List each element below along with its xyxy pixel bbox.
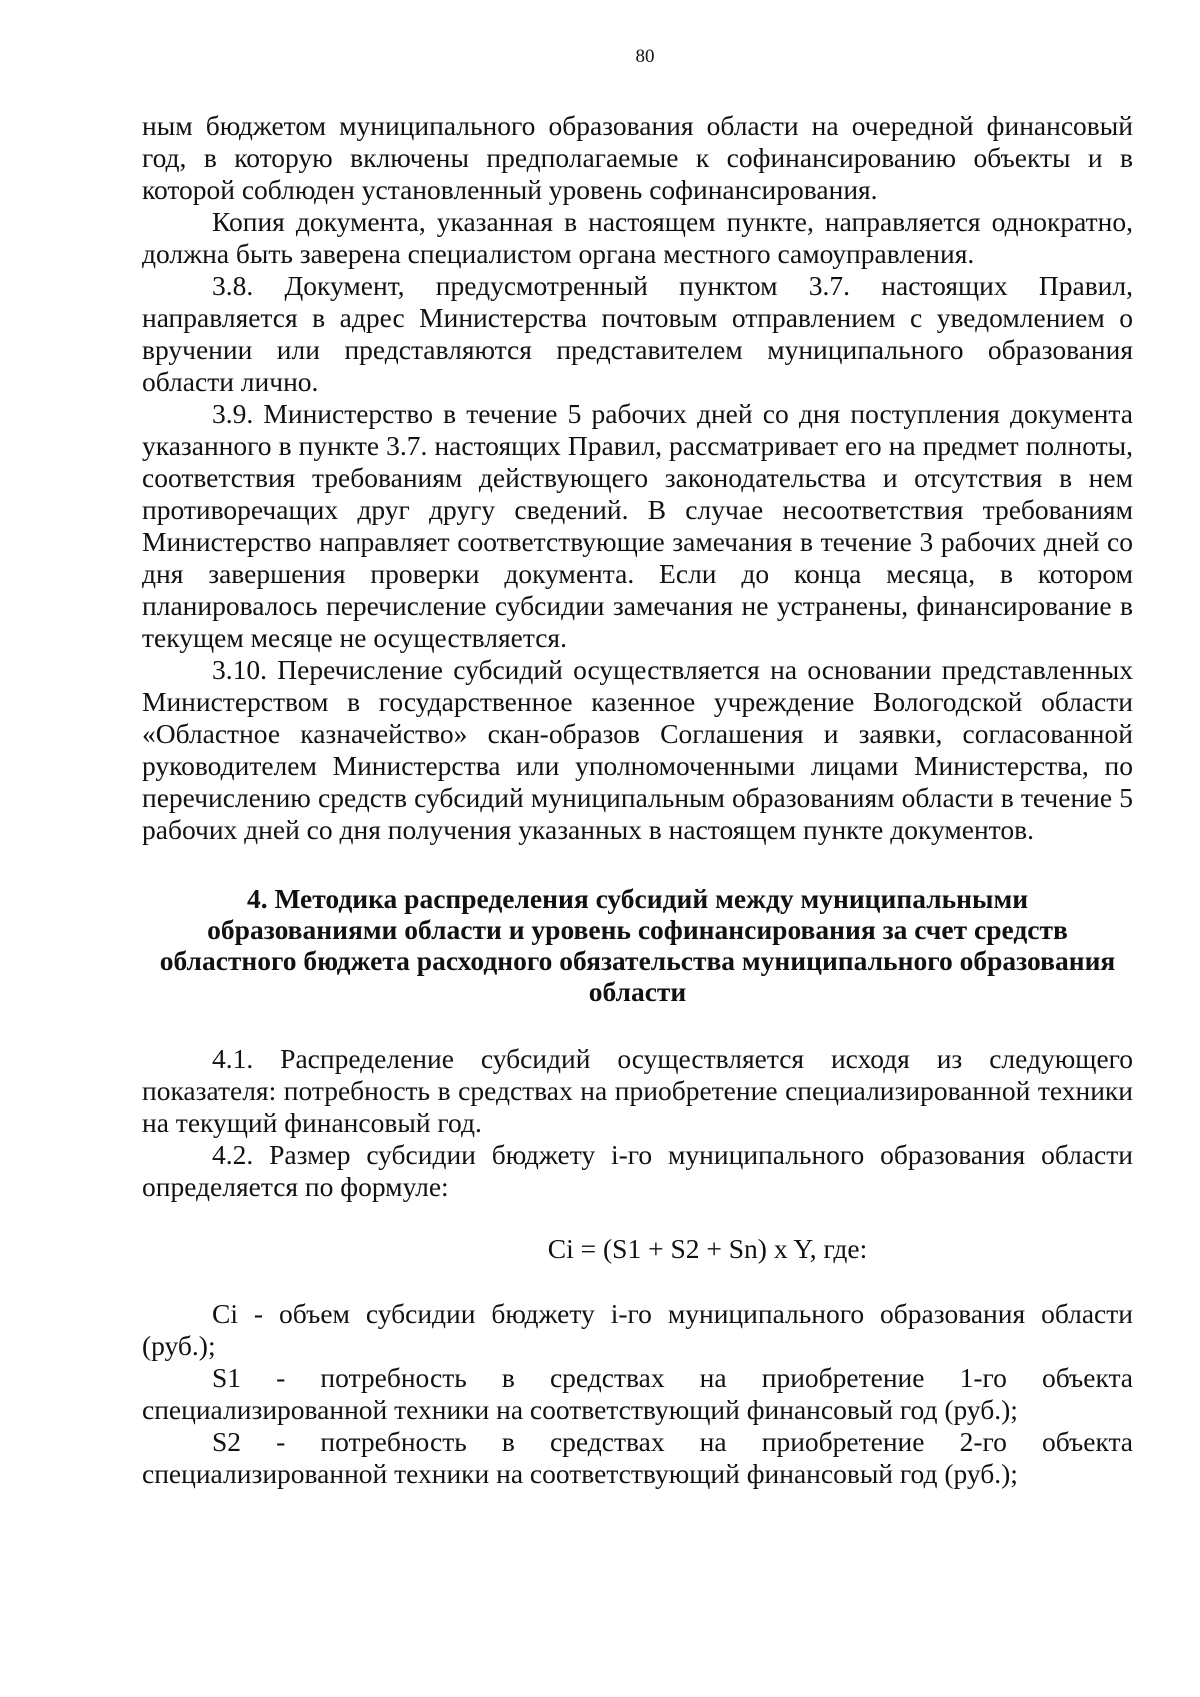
definition-ci: Ci - объем субсидии бюджету i-го муниципального образования области (руб.); [142,1298,1133,1361]
paragraph-4-2: 4.2. Размер субсидии бюджету i-го муниципального образования области определяется по формуле: [142,1139,1133,1202]
formula: Ci = (S1 + S2 + Sn) x Y, где: [547,1233,868,1264]
page-content [142,110,1133,1490]
section-heading: 4. Методика распределения субсидий между муниципальными образованиями области и уровень софинансирования за счет средств областного бюджета расходного обязательства муниципального образования области [159,883,1116,1007]
paragraph: ным бюджетом муниципального образования области на очередной финансовый год, в которую включены предполагаемые к софинансированию объекты и в которой соблюден установленный уровень софинансирования. [142,110,1133,205]
paragraph: Копия документа, указанная в настоящем пункте, направляется однократно, должна быть заверена специалистом органа местного самоуправления. [142,206,1133,269]
page-number: 80 [635,46,655,67]
paragraph-3-9: 3.9. Министерство в течение 5 рабочих дней со дня поступления документа указанного в пункте 3.7. настоящих Правил, рассматривает его на предмет полноты, соответствия требованиям действующего законодательства и отсутствия в нем противоречащих друг другу сведений. В случае несоответствия требованиям Министерство направляет соответствующие замечания в течение 3 рабочих дней со дня завершения проверки документа. Если до конца месяца, в котором планировалось перечисление субсидии замечания не устранены, финансирование в текущем месяце не осуществляется. [142,398,1133,653]
paragraph-3-10: 3.10. Перечисление субсидий осуществляется на основании представленных Министерством в государственное казенное учреждение Вологодской области «Областное казначейство» скан-образов Соглашения и заявки, согласованной руководителем Министерства или уполномоченными лицами Министерства, по перечислению средств субсидий муниципальным образованиям области в течение 5 рабочих дней со дня получения указанных в настоящем пункте документов. [142,654,1133,845]
definition-s2: S2 - потребность в средствах на приобретение 2-го объекта специализированной техники на соответствующий финансовый год (руб.); [142,1426,1133,1489]
definition-s1: S1 - потребность в средствах на приобретение 1-го объекта специализированной техники на соответствующий финансовый год (руб.); [142,1362,1133,1425]
paragraph-4-1: 4.1. Распределение субсидий осуществляется исходя из следующего показателя: потребность в средствах на приобретение специализированной техники на текущий финансовый год. [142,1043,1133,1138]
paragraph-3-8: 3.8. Документ, предусмотренный пунктом 3.7. настоящих Правил, направляется в адрес Министерства почтовым отправлением с уведомлением о вручении или представляются представителем муниципального образования области лично. [142,270,1133,397]
